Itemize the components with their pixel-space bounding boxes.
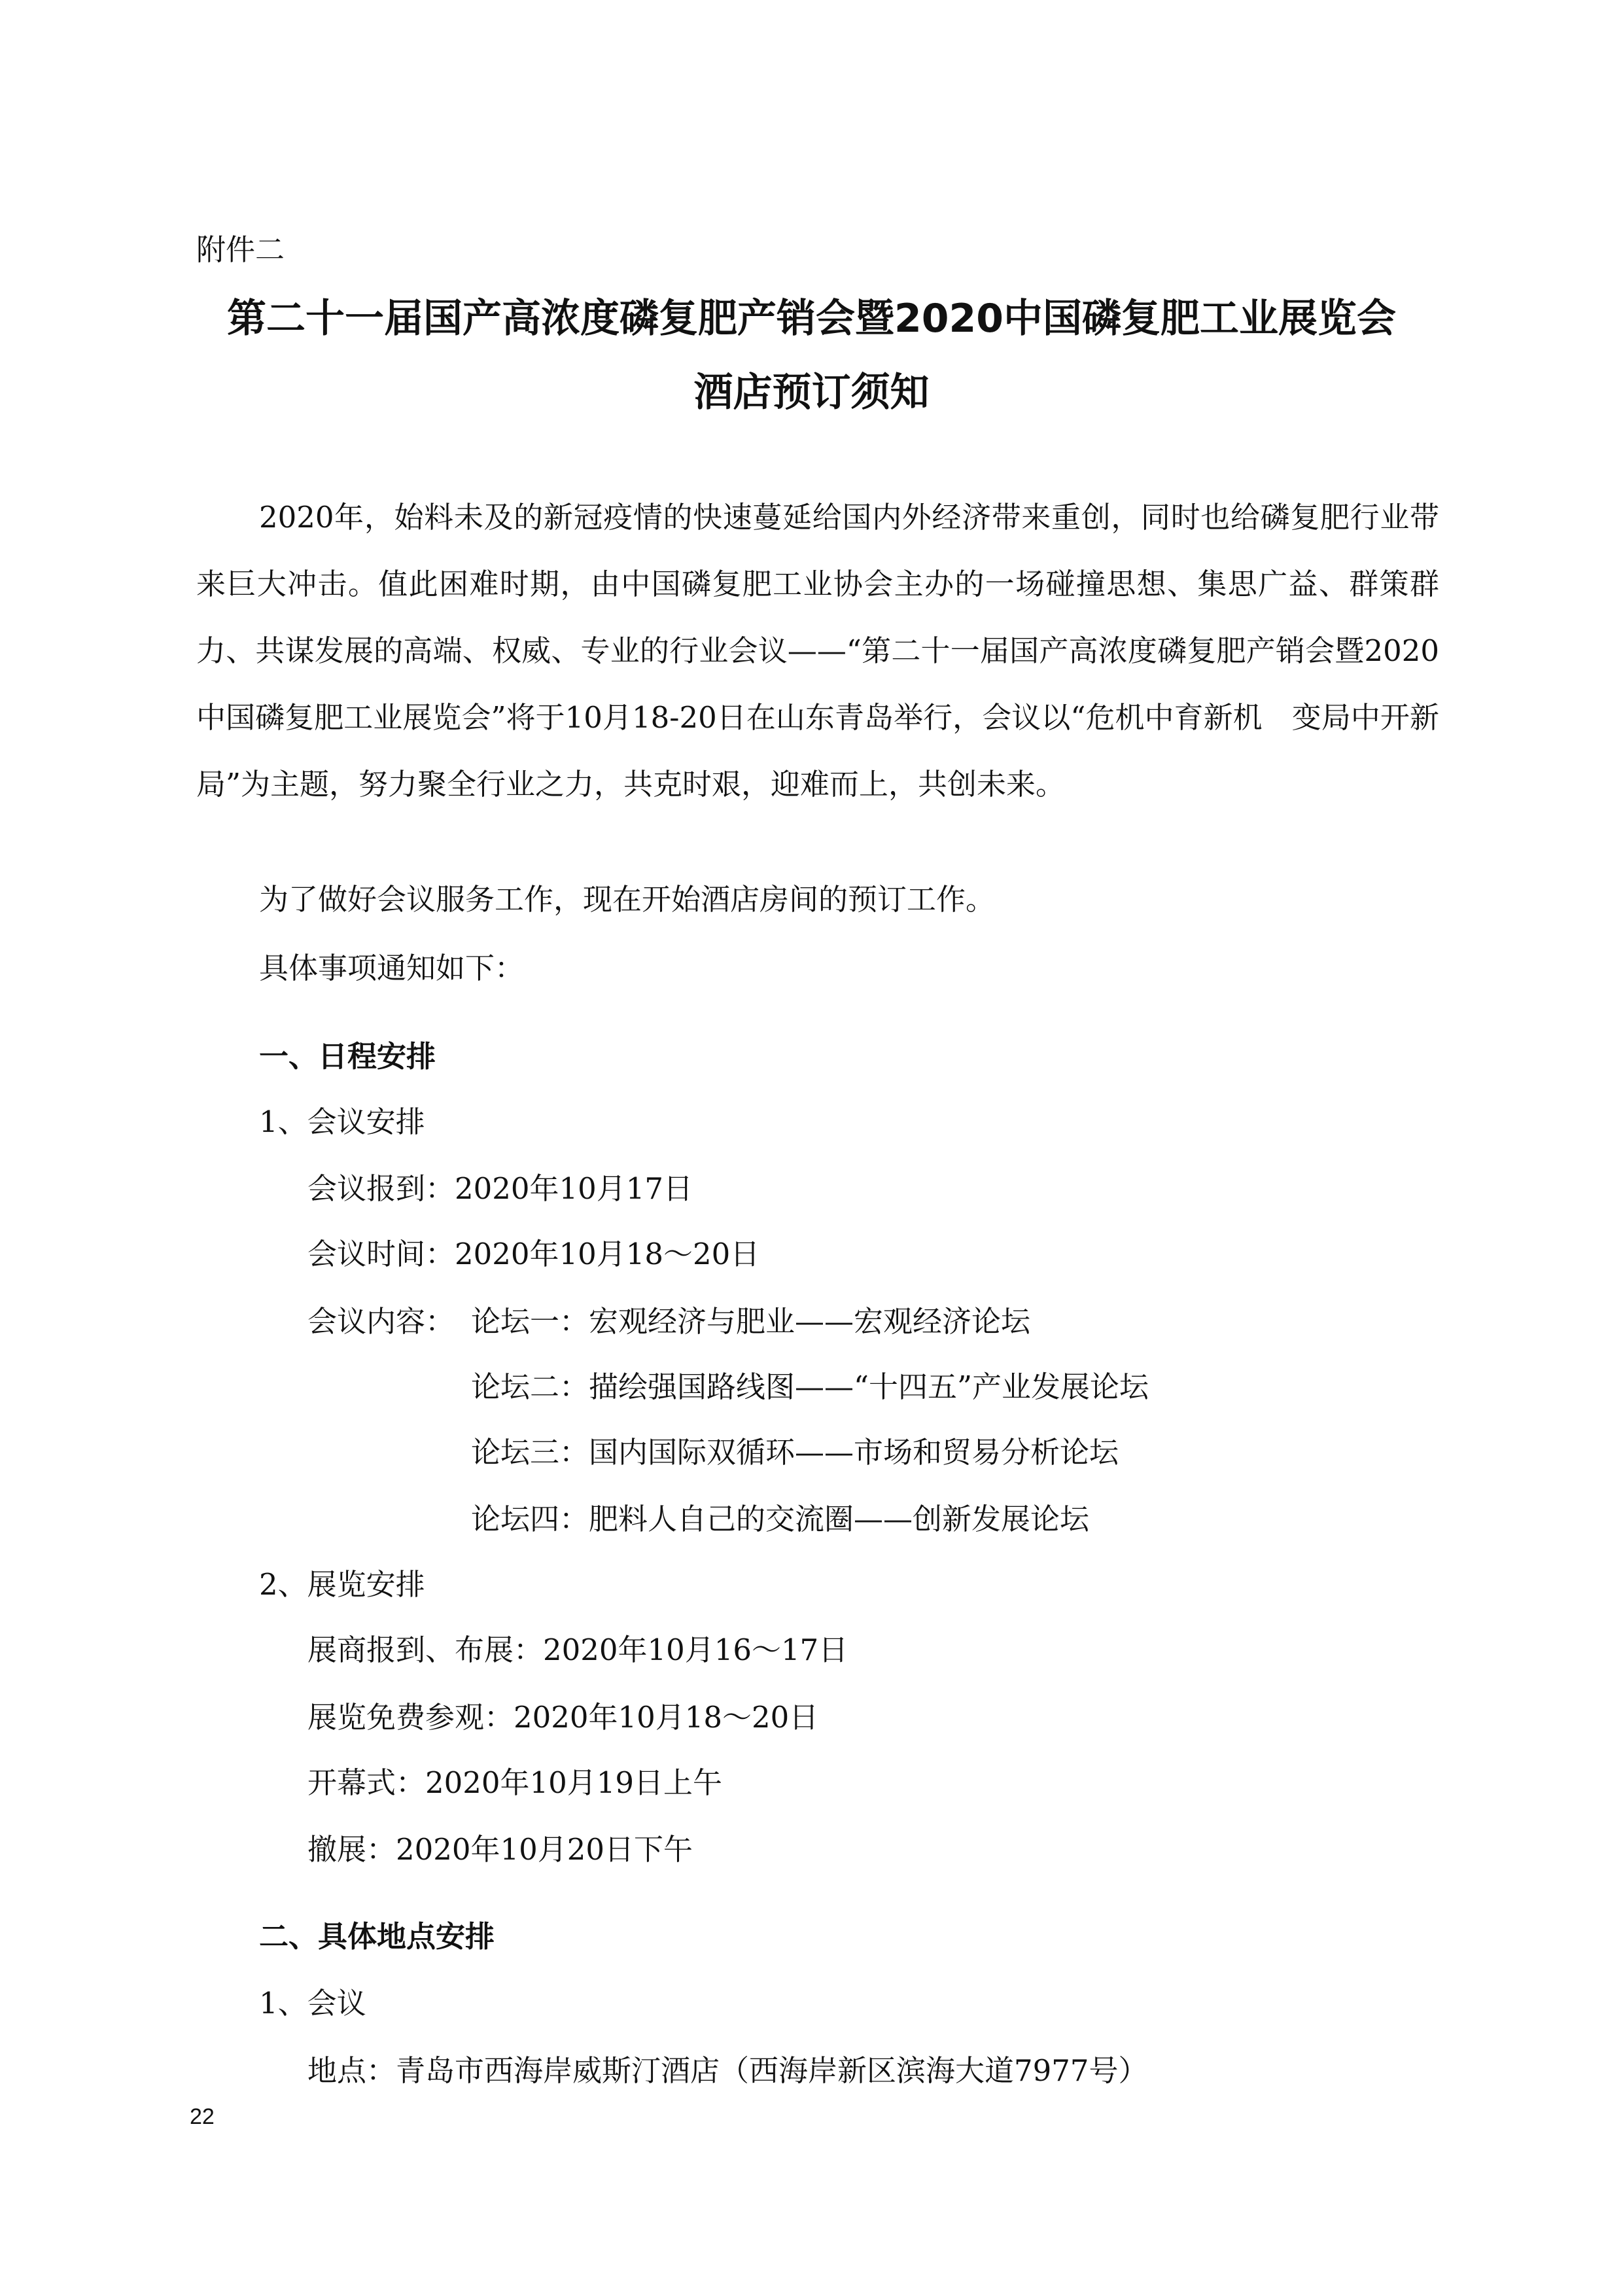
exhibition-visit: 展览免费参观：2020年10月18～20日 xyxy=(307,1700,819,1735)
document-title-line1: 第二十一届国产高浓度磷复肥产销会暨2020中国磷复肥工业展览会 xyxy=(227,296,1396,342)
exhibition-teardown: 撤展：2020年10月20日下午 xyxy=(307,1832,693,1867)
venue-meeting-title: 1、会议 xyxy=(259,1986,366,2021)
opening-ceremony: 开幕式：2020年10月19日上午 xyxy=(307,1765,723,1800)
forum-2: 论坛二：描绘强国路线图——“十四五”产业发展论坛 xyxy=(471,1369,1149,1404)
intro-paragraph: 2020年，始料未及的新冠疫情的快速蔓延给国内外经济带来重创，同时也给磷复肥行业带来巨大冲击。值此困难时期，由中国磷复肥工业协会主办的一场碰撞思想、集思广益、群策群力、共谋发展的高端、权威、专业的行业会议——“第二十一届国产高浓度磷复肥产销会暨2020中国磷复肥工业展览会”将于10月18-20日在山东青岛举行，会议以“危机中育新机 变局中开新局”为主题，努力聚全行业之力，共克时艰，迎难而上，共创未来。 xyxy=(196,500,1439,802)
section2-heading: 二、具体地点安排 xyxy=(259,1919,495,1954)
forum-3: 论坛三：国内国际双循环——市场和贸易分析论坛 xyxy=(471,1435,1119,1470)
service-paragraph: 为了做好会议服务工作，现在开始酒店房间的预订工作。 xyxy=(259,882,996,917)
document-title-line2: 酒店预订须知 xyxy=(693,370,930,415)
meeting-arrangement-title: 1、会议安排 xyxy=(259,1104,425,1139)
venue-location: 地点：青岛市西海岸威斯汀酒店（西海岸新区滨海大道7977号） xyxy=(307,2053,1148,2088)
page-number: 22 xyxy=(190,2104,215,2129)
exhibitor-checkin: 展商报到、布展：2020年10月16～17日 xyxy=(307,1633,848,1667)
meeting-checkin: 会议报到：2020年10月17日 xyxy=(307,1171,693,1206)
forum-4: 论坛四：肥料人自己的交流圈——创新发展论坛 xyxy=(471,1502,1090,1536)
exhibition-arrangement-title: 2、展览安排 xyxy=(259,1567,425,1602)
meeting-content-label: 会议内容： xyxy=(307,1304,455,1339)
annex-label: 附件二 xyxy=(196,232,285,267)
meeting-time: 会议时间：2020年10月18～20日 xyxy=(307,1237,760,1271)
section1-heading: 一、日程安排 xyxy=(259,1039,436,1074)
forum-1: 论坛一：宏观经济与肥业——宏观经济论坛 xyxy=(471,1304,1031,1339)
details-paragraph: 具体事项通知如下： xyxy=(259,951,525,985)
